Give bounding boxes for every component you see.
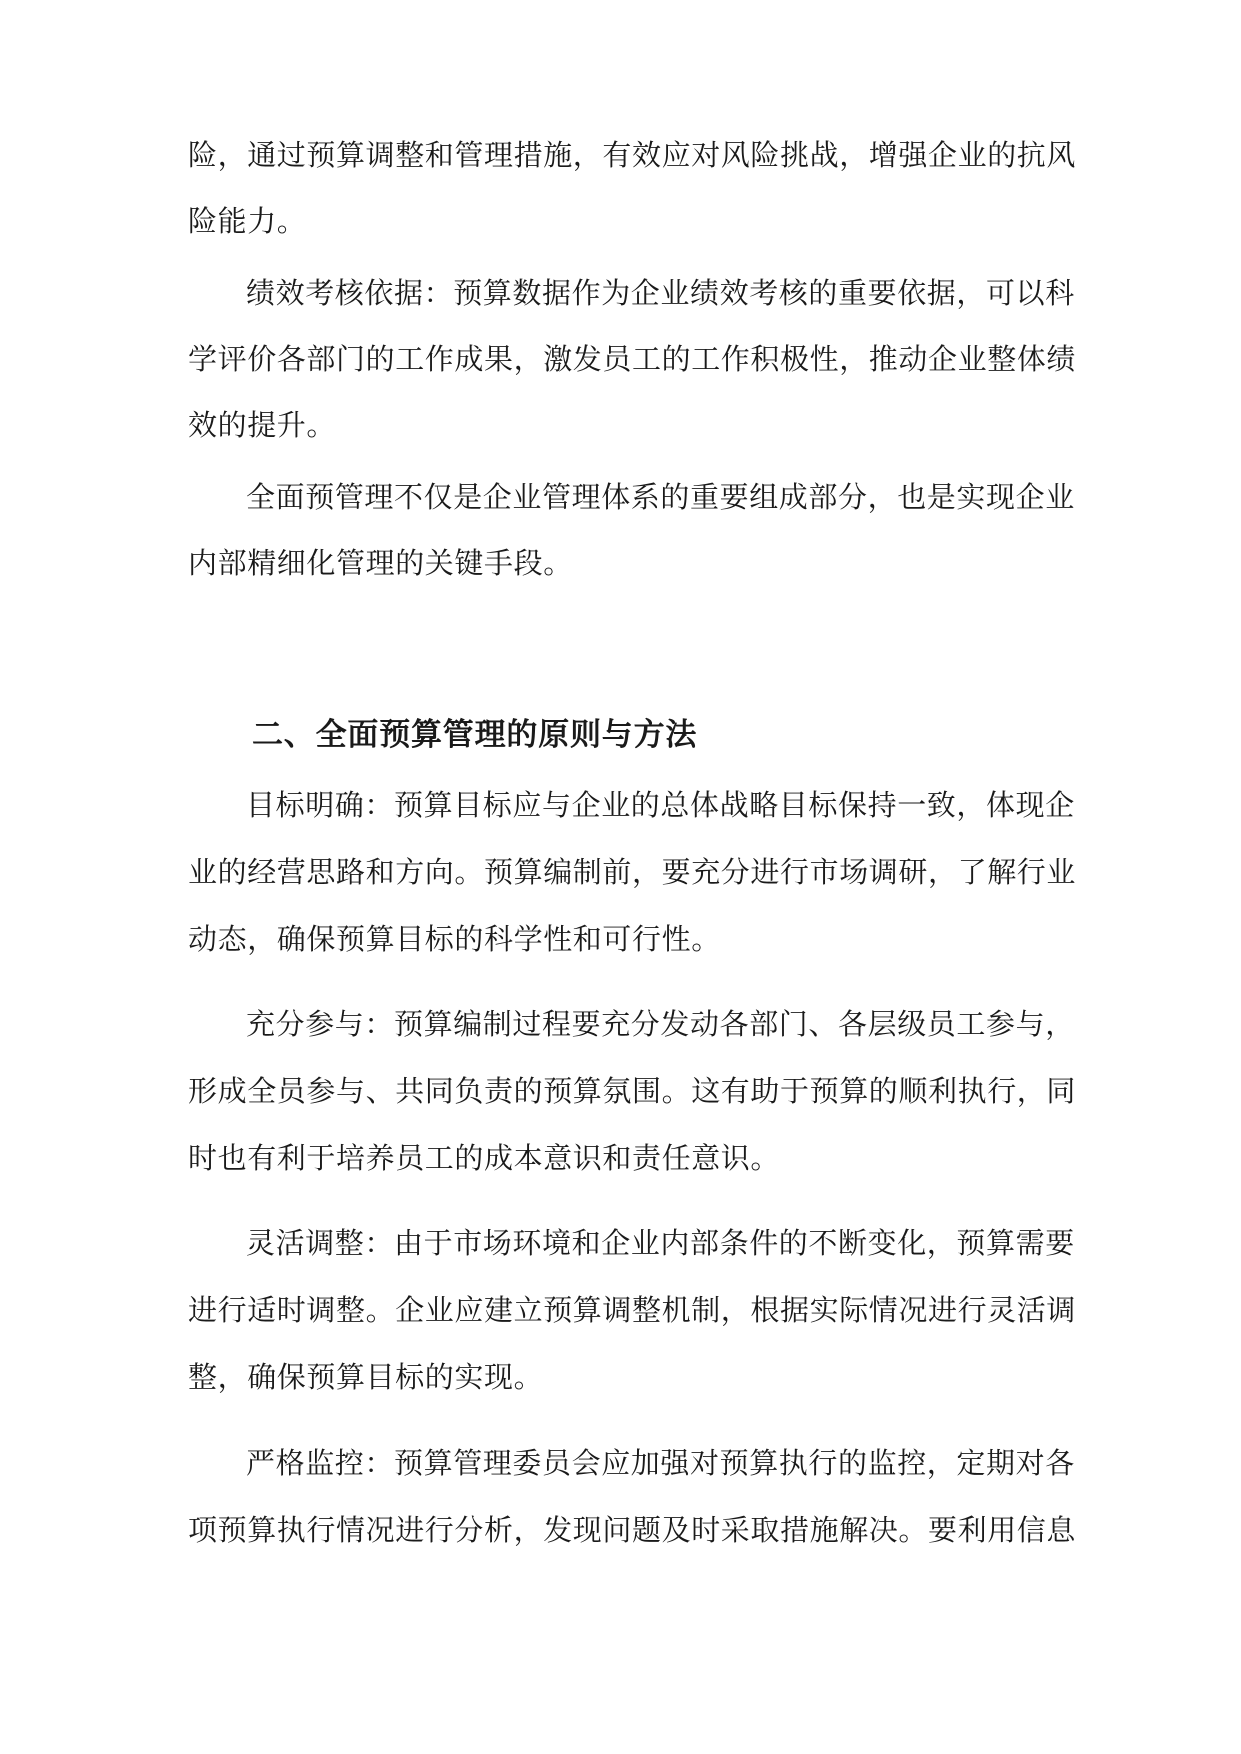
paragraph-line: 整，确保预算目标的实现。	[188, 1360, 544, 1394]
paragraph-line: 险，通过预算调整和管理措施，有效应对风险挑战，增强企业的抗风	[188, 138, 1077, 172]
paragraph-line: 效的提升。	[188, 408, 337, 442]
paragraph-line: 业的经营思路和方向。预算编制前，要充分进行市场调研，了解行业	[188, 855, 1077, 889]
section-heading: 二、全面预算管理的原则与方法	[252, 717, 698, 753]
paragraph-line: 动态，确保预算目标的科学性和可行性。	[188, 922, 721, 956]
paragraph-line: 险能力。	[188, 204, 307, 238]
paragraph-line: 学评价各部门的工作成果，激发员工的工作积极性，推动企业整体绩	[188, 342, 1077, 376]
paragraph-line: 灵活调整：由于市场环境和企业内部条件的不断变化，预算需要	[246, 1226, 1075, 1260]
paragraph-line: 严格监控：预算管理委员会应加强对预算执行的监控，定期对各	[246, 1446, 1075, 1480]
paragraph-line: 项预算执行情况进行分析，发现问题及时采取措施解决。要利用信息	[188, 1513, 1077, 1547]
paragraph-line: 内部精细化管理的关键手段。	[188, 546, 573, 580]
paragraph-line: 时也有利于培养员工的成本意识和责任意识。	[188, 1141, 781, 1175]
paragraph-line: 目标明确：预算目标应与企业的总体战略目标保持一致，体现企	[246, 788, 1075, 822]
paragraph-line: 形成全员参与、共同负责的预算氛围。这有助于预算的顺利执行，同	[188, 1074, 1077, 1108]
paragraph-line: 充分参与：预算编制过程要充分发动各部门、各层级员工参与，	[246, 1007, 1075, 1041]
paragraph-line: 全面预管理不仅是企业管理体系的重要组成部分，也是实现企业	[246, 480, 1075, 514]
paragraph-line: 进行适时调整。企业应建立预算调整机制，根据实际情况进行灵活调	[188, 1293, 1077, 1327]
paragraph-line: 绩效考核依据：预算数据作为企业绩效考核的重要依据，可以科	[246, 276, 1075, 310]
